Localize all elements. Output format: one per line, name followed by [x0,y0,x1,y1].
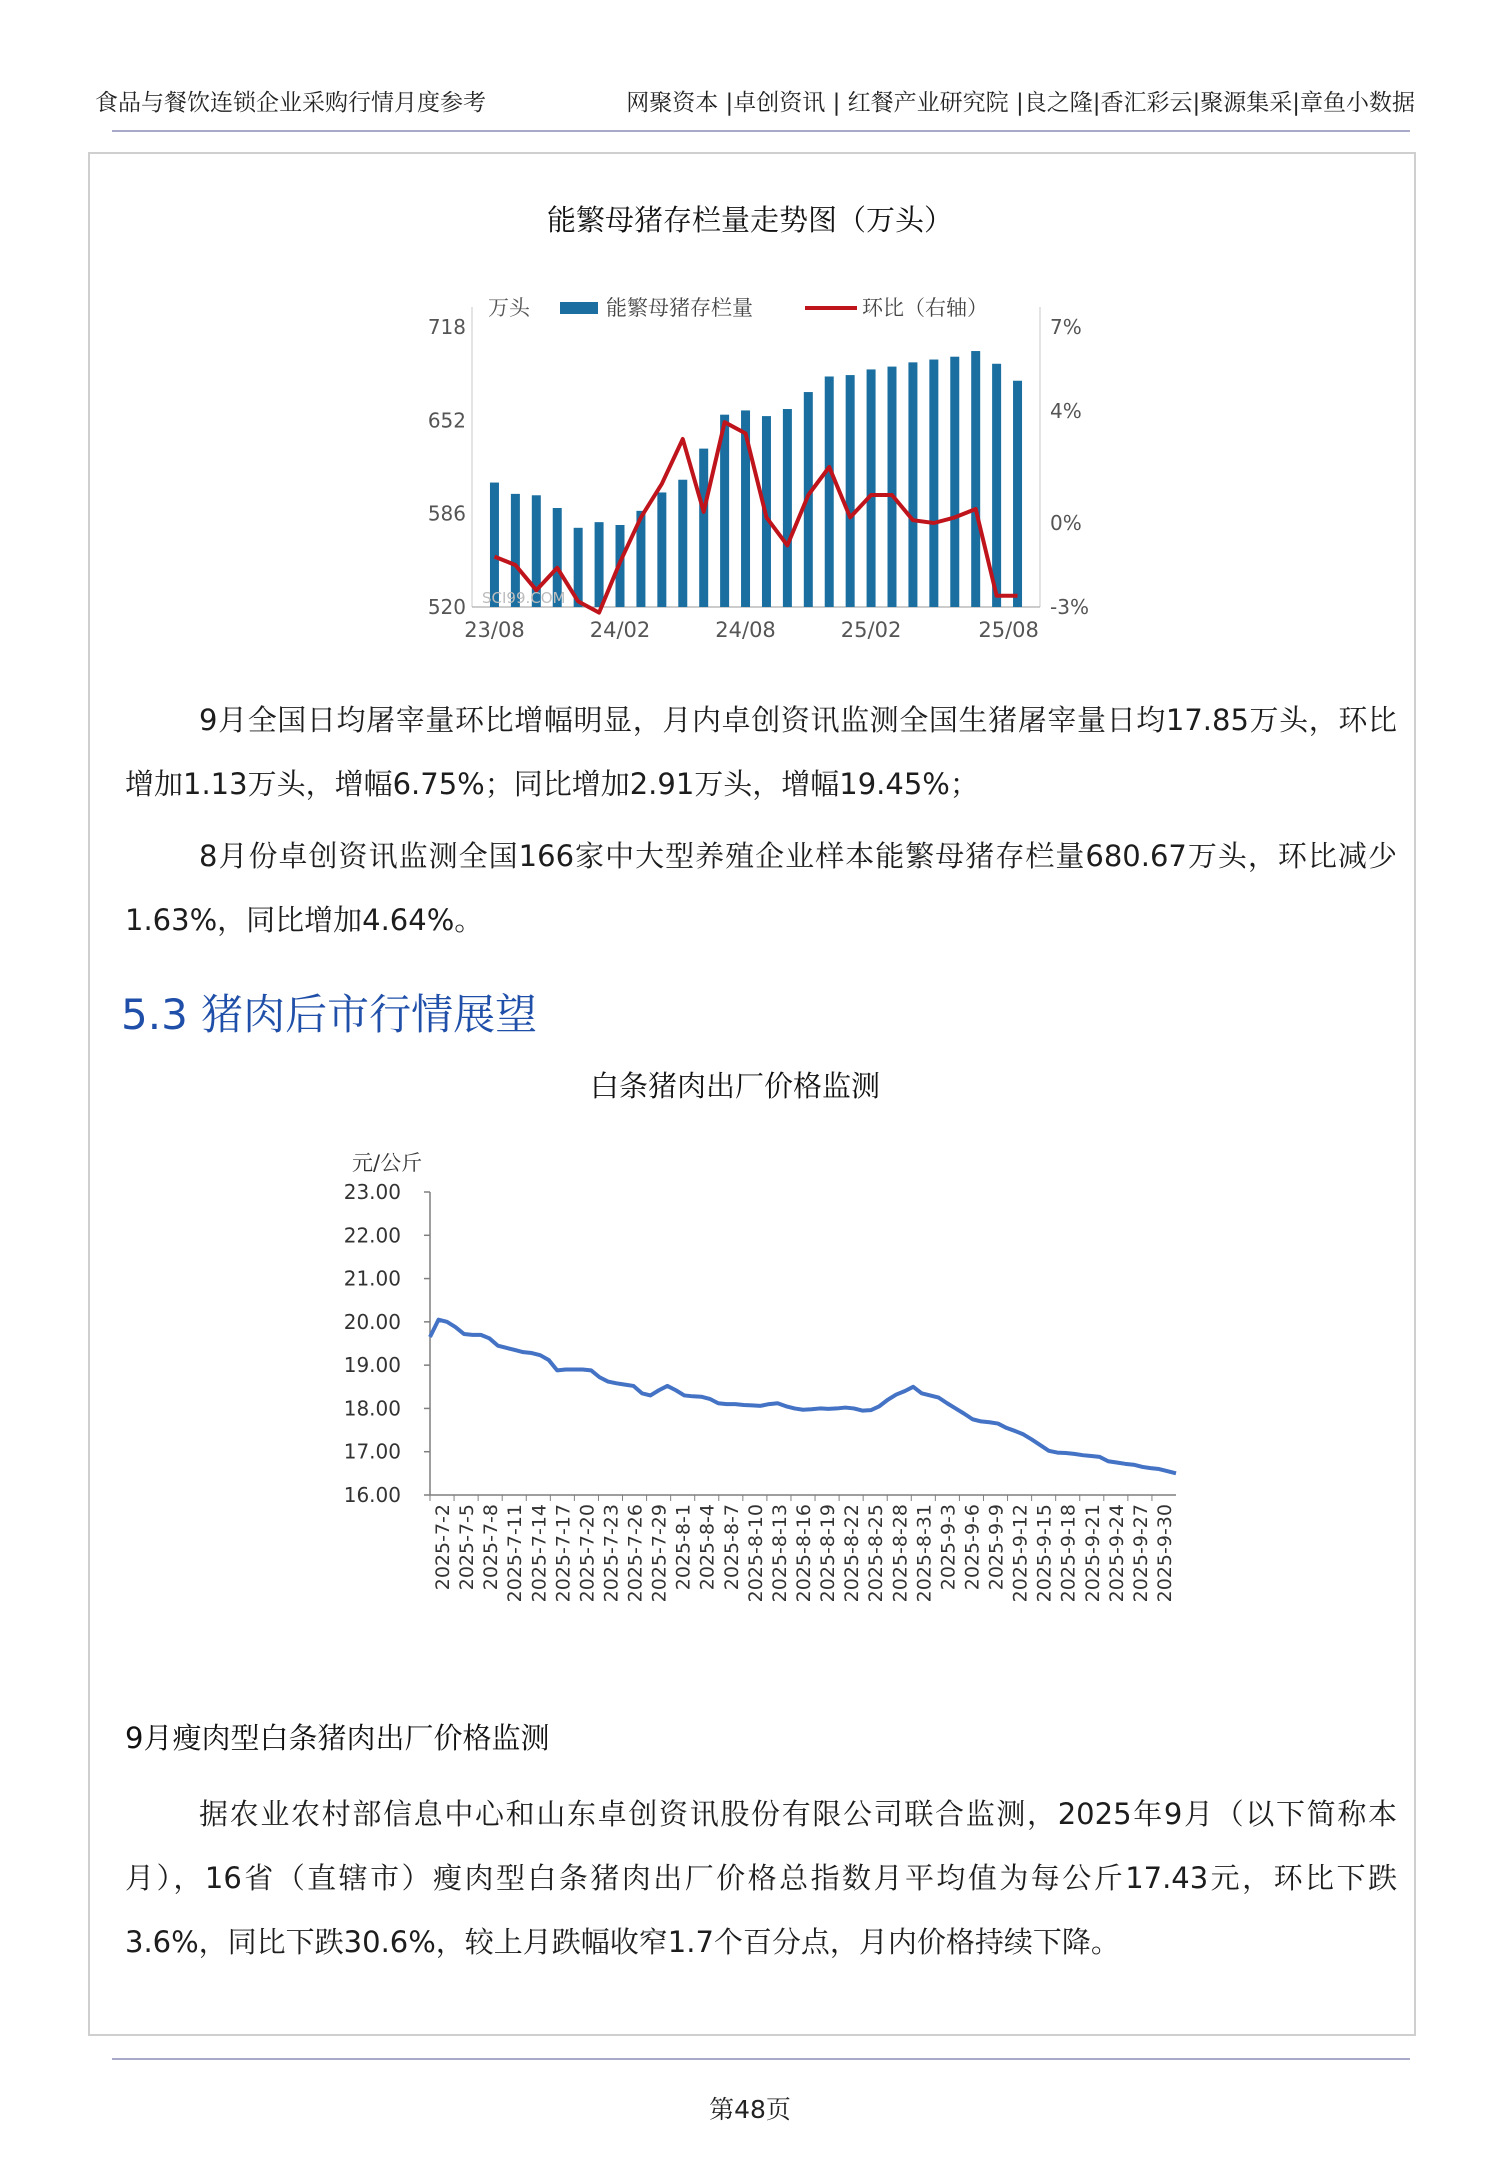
chart1-bar [1013,381,1022,607]
chart2-x-tick: 2025-8-13 [768,1504,791,1603]
chart2-x-tick: 2025-8-7 [720,1504,743,1591]
chart1-y-left-tick: 718 [427,315,466,339]
chart2-x-tick: 2025-8-1 [672,1504,695,1591]
pork-price-chart [300,1140,1220,1620]
chart1-title: 能繁母猪存栏量走势图（万头） [546,203,953,237]
chart2-y-label: 元/公斤 [352,1151,423,1175]
chart1-legend-bar-swatch [560,302,598,314]
chart1-bar [971,351,980,607]
chart1-x-tick: 25/02 [840,618,902,642]
chart1-bar [867,369,876,607]
chart2-title: 白条猪肉出厂价格监测 [589,1069,880,1103]
chart1-y-right-tick: 4% [1050,399,1082,423]
chart1-y-right-tick: -3% [1050,595,1089,619]
chart2-x-tick: 2025-7-8 [480,1504,503,1591]
chart2-y-tick: 22.00 [343,1223,401,1248]
chart1-x-tick: 24/08 [715,618,776,642]
chart2-x-tick: 2025-7-29 [648,1504,671,1603]
chart1-y-left-label: 万头 [488,296,530,320]
chart2-x-tick: 2025-7-2 [432,1504,455,1591]
chart2-x-tick: 2025-9-15 [1033,1504,1056,1603]
chart2-x-tick: 2025-9-3 [937,1504,960,1591]
chart2-y-tick: 21.00 [343,1266,401,1291]
chart2-x-tick: 2025-8-28 [889,1504,912,1603]
chart2-x-tick: 2025-7-11 [504,1504,527,1603]
chart1-bar [992,364,1001,607]
sub-heading: 9月瘦肉型白条猪肉出厂价格监测 [125,1721,550,1755]
chart1-legend-bar-label: 能繁母猪存栏量 [606,296,753,320]
chart1-x-tick: 24/02 [589,618,651,642]
chart2-x-tick: 2025-8-25 [865,1504,888,1603]
chart2-y-tick: 19.00 [343,1353,401,1378]
chart1-bar [783,409,792,607]
chart1-x-tick: 25/08 [978,618,1039,642]
paragraph-sow-inventory: 8月份卓创资讯监测全国166家中大型养殖企业样本能繁母猪存栏量680.67万头，环比减少1.63%，同比增加4.64%。 [125,839,1397,937]
chart1-bar [929,360,938,607]
chart2-x-tick: 2025-9-6 [961,1504,984,1591]
chart1-x-tick: 23/08 [464,618,525,642]
chart1-bar [825,376,834,607]
chart2-x-tick: 2025-7-14 [528,1504,551,1603]
chart1-legend-line-label: 环比（右轴） [862,296,988,320]
chart2-y-tick: 16.00 [343,1483,401,1507]
chart1-bar [950,357,959,607]
chart1-y-left-tick: 520 [427,595,466,619]
chart2-x-tick: 2025-9-21 [1081,1504,1104,1603]
chart1-bar [846,375,855,607]
chart2-x-tick: 2025-9-18 [1057,1504,1080,1603]
chart2-y-tick: 20.00 [343,1309,401,1334]
header-right-sources: 网聚资本 |卓创资讯 | 红餐产业研究院 |良之隆|香汇彩云|聚源集采|章鱼小数据 [626,90,1415,116]
header-rule [112,130,1410,132]
chart2-x-tick: 2025-9-24 [1105,1504,1128,1603]
chart1-y-right-tick: 7% [1050,315,1082,339]
chart1-bar [888,367,897,607]
page-number: 第48页 [709,2095,791,2124]
chart2-x-tick: 2025-8-31 [913,1504,936,1603]
footer-rule [112,2058,1410,2060]
chart1-bar [678,480,687,607]
chart2-x-tick: 2025-7-17 [552,1504,575,1603]
chart1-bar [595,522,604,607]
chart2-x-tick: 2025-8-10 [744,1504,767,1603]
chart2-x-tick: 2025-7-5 [456,1504,479,1591]
chart2-x-tick: 2025-9-30 [1153,1504,1176,1603]
chart2-y-tick: 18.00 [343,1396,401,1421]
chart2-x-tick: 2025-9-12 [1009,1504,1032,1603]
chart2-x-tick: 2025-9-27 [1129,1504,1152,1603]
chart1-y-right-tick: 0% [1050,511,1082,535]
paragraph-price-index: 据农业农村部信息中心和山东卓创资讯股份有限公司联合监测，2025年9月（以下简称本月），16省（直辖市）瘦肉型白条猪肉出厂价格总指数月平均值为每公斤17.43元，环比下跌3.6%，同比下跌30.6%，较上月跌幅收窄1.7个百分点，月内价格持续下降。 [125,1797,1397,1959]
chart2-y-tick: 17.00 [343,1439,401,1464]
chart2-x-tick: 2025-8-19 [817,1504,840,1603]
header-left-title: 食品与餐饮连锁企业采购行情月度参考 [95,90,486,116]
chart1-y-left-tick: 586 [427,501,466,526]
chart2-y-tick: 23.00 [343,1180,401,1204]
chart1-bar [699,449,708,607]
section-heading: 5.3 猪肉后市行情展望 [121,990,538,1039]
chart2-x-tick: 2025-7-20 [576,1504,599,1603]
page-header [95,84,1415,117]
chart1-watermark: SCI99.COM [482,589,566,607]
chart2-price-line [430,1320,1176,1474]
chart1-y-left-tick: 652 [427,408,466,433]
chart2-x-tick: 2025-7-26 [624,1504,647,1603]
chart1-bar [908,362,917,607]
chart2-x-tick: 2025-7-23 [600,1504,623,1603]
breeding-sow-chart [410,285,1110,665]
chart1-mom-line [494,422,1017,612]
chart1-bar [657,492,666,607]
chart2-x-tick: 2025-8-16 [793,1504,815,1603]
paragraph-slaughter: 9月全国日均屠宰量环比增幅明显，月内卓创资讯监测全国生猪屠宰量日均17.85万头，环比增加1.13万头，增幅6.75%；同比增加2.91万头，增幅19.45%； [125,703,1397,801]
chart2-x-tick: 2025-8-4 [696,1504,719,1591]
chart2-x-tick: 2025-8-22 [841,1504,864,1603]
chart2-x-tick: 2025-9-9 [985,1504,1008,1591]
